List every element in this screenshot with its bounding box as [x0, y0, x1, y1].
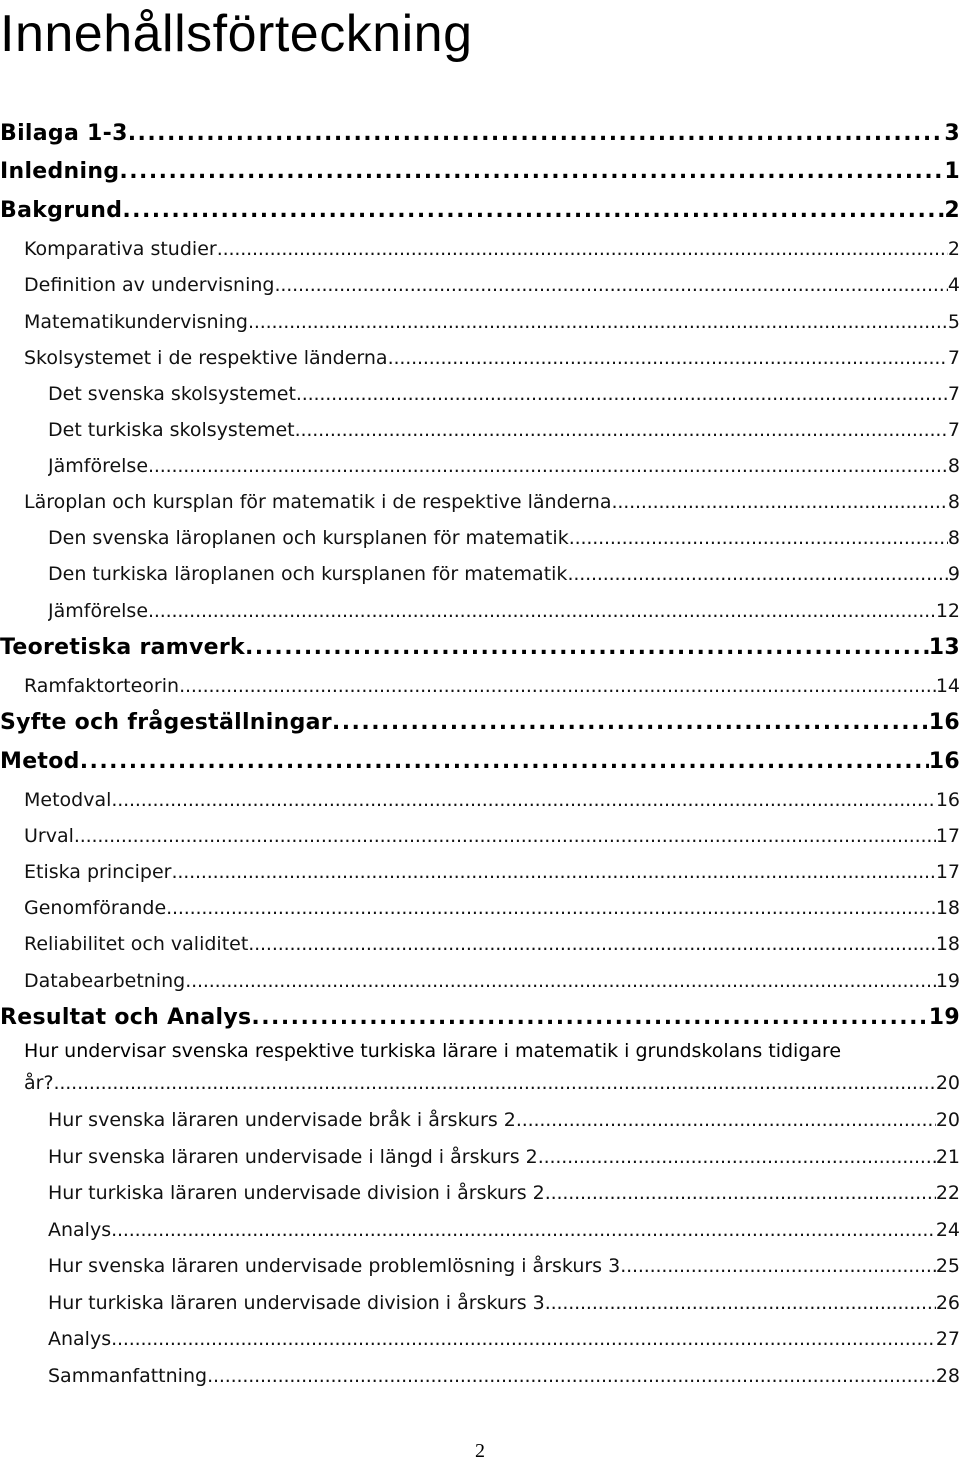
- toc-entry-page: 5: [947, 311, 960, 333]
- toc-entry-page: 16: [928, 749, 960, 774]
- toc-entry-page: 18: [935, 933, 960, 955]
- leader-dots: [296, 383, 948, 405]
- toc-entry-page: 24: [935, 1219, 960, 1241]
- toc-entry[interactable]: [48, 592, 960, 622]
- toc-entry[interactable]: [48, 1284, 960, 1314]
- toc-entry[interactable]: [24, 667, 960, 697]
- toc-entry[interactable]: [48, 1174, 960, 1204]
- toc-entry[interactable]: [0, 193, 960, 223]
- toc-entry[interactable]: [24, 925, 960, 955]
- toc-entry-label: Definition av undervisning: [24, 274, 275, 296]
- toc-entry-page: 8: [947, 527, 960, 549]
- toc-entry-label: Bakgrund: [0, 198, 123, 223]
- toc-entry-label: Inledning: [0, 159, 120, 184]
- leader-dots: [567, 563, 947, 585]
- leader-dots: [545, 1182, 936, 1204]
- toc-entry-label: Hur svenska läraren undervisade bråk i årskurs 2: [48, 1109, 516, 1131]
- toc-entry-page: 9: [947, 563, 960, 585]
- toc-entry[interactable]: [24, 817, 960, 847]
- toc-entry-label: Syfte och frågeställningar: [0, 710, 332, 735]
- leader-dots: [148, 600, 936, 622]
- leader-dots: [111, 1328, 936, 1350]
- leader-dots: [111, 789, 935, 811]
- toc-entry-label: Hur turkiska läraren undervisade division i årskurs 3: [48, 1292, 545, 1314]
- toc-entry[interactable]: [24, 230, 960, 260]
- toc-entry-page: 8: [947, 455, 960, 477]
- toc-entry-label: Metod: [0, 749, 80, 774]
- leader-dots: [148, 455, 948, 477]
- toc-entry-label: Hur svenska läraren undervisade problemlösning i årskurs 3: [48, 1255, 621, 1277]
- toc-entry-page: 19: [935, 970, 960, 992]
- toc-entry[interactable]: [24, 339, 960, 369]
- toc-entry-page: 18: [935, 897, 960, 919]
- toc-entry-label: Teoretiska ramverk: [0, 635, 245, 660]
- toc-entry-label: Analys: [48, 1328, 112, 1350]
- leader-dots: [185, 970, 936, 992]
- toc-entry[interactable]: [0, 116, 960, 146]
- leader-dots: [207, 1365, 936, 1387]
- toc-entry[interactable]: [48, 411, 960, 441]
- toc-entry[interactable]: [24, 962, 960, 992]
- toc-entry-page: 7: [947, 383, 960, 405]
- toc-entry[interactable]: [24, 483, 960, 513]
- leader-dots: [545, 1292, 936, 1314]
- toc-entry[interactable]: [24, 853, 960, 883]
- leader-dots: [274, 274, 947, 296]
- toc-entry-page: 2: [947, 238, 960, 260]
- toc-entry-page: 16: [935, 789, 960, 811]
- toc-entry[interactable]: [24, 303, 960, 333]
- leader-dots: [217, 238, 948, 260]
- toc-entry-page: 7: [947, 347, 960, 369]
- toc-entry-page: 8: [947, 491, 960, 513]
- leader-dots: [295, 419, 948, 441]
- toc-entry-label: Jämförelse: [48, 600, 149, 622]
- toc-entry-label: Sammanfattning: [48, 1365, 208, 1387]
- toc-entry-label: Databearbetning: [24, 970, 186, 992]
- toc-entry-label: Hur svenska läraren undervisade i längd i årskurs 2: [48, 1146, 538, 1168]
- leader-dots: [245, 635, 929, 660]
- toc-entry-page: 13: [928, 635, 960, 660]
- toc-entry-page: 2: [944, 198, 960, 223]
- toc-entry-page: 17: [935, 825, 960, 847]
- toc-entry-page: 14: [935, 675, 960, 697]
- toc-entry-label: Den svenska läroplanen och kursplanen för matematik: [48, 527, 569, 549]
- toc-entry-label: Reliabilitet och validitet: [24, 933, 249, 955]
- toc-entry-page: 21: [935, 1146, 960, 1168]
- toc-entry-label: Urval: [24, 825, 74, 847]
- toc-entry[interactable]: [48, 447, 960, 477]
- toc-entry[interactable]: [0, 630, 960, 660]
- toc-entry[interactable]: [24, 1064, 960, 1094]
- page-number: 2: [475, 1440, 485, 1462]
- leader-dots: [251, 1005, 928, 1030]
- page-title: Innehållsförteckning: [0, 5, 473, 63]
- toc-entry-label: Genomförande: [24, 897, 167, 919]
- toc-entry[interactable]: [24, 266, 960, 296]
- toc-entry[interactable]: [48, 1357, 960, 1387]
- toc-entry-label: Hur turkiska läraren undervisade division i årskurs 2: [48, 1182, 545, 1204]
- toc-entry-page: 25: [935, 1255, 960, 1277]
- leader-dots: [54, 1072, 936, 1094]
- toc-entry-label: Resultat och Analys: [0, 1005, 252, 1030]
- toc-entry-label: Läroplan och kursplan för matematik i de respektive länderna: [24, 491, 612, 513]
- toc-entry-page: 22: [935, 1182, 960, 1204]
- toc-entry[interactable]: [48, 1211, 960, 1241]
- toc-entry-page: 7: [947, 419, 960, 441]
- toc-entry-label: Bilaga 1-3: [0, 121, 128, 146]
- toc-entry-label: Den turkiska läroplanen och kursplanen för matematik: [48, 563, 568, 585]
- toc-entry-label: Skolsystemet i de respektive länderna: [24, 347, 388, 369]
- leader-dots: [569, 527, 948, 549]
- toc-entry[interactable]: [48, 519, 960, 549]
- leader-dots: [166, 897, 936, 919]
- toc-entry-label: Matematikundervisning: [24, 311, 248, 333]
- toc-entry[interactable]: [24, 889, 960, 919]
- leader-dots: [612, 491, 948, 513]
- leader-dots: [80, 749, 929, 774]
- toc-entry-label: Jämförelse: [48, 455, 149, 477]
- leader-dots: [179, 675, 936, 697]
- toc-entry-page: 27: [935, 1328, 960, 1350]
- toc-entry[interactable]: [0, 705, 960, 735]
- leader-dots: [119, 159, 944, 184]
- toc-entry-label: Det turkiska skolsystemet: [48, 419, 295, 441]
- leader-dots: [248, 933, 936, 955]
- leader-dots: [388, 347, 948, 369]
- toc-entry[interactable]: [48, 1138, 960, 1168]
- toc-entry-page: 20: [935, 1109, 960, 1131]
- leader-dots: [332, 710, 929, 735]
- leader-dots: [248, 311, 948, 333]
- toc-entry-page: 28: [935, 1365, 960, 1387]
- toc-entry-page: 17: [935, 861, 960, 883]
- toc-entry-label: Analys: [48, 1219, 112, 1241]
- toc-entry-page: 16: [928, 710, 960, 735]
- toc-entry[interactable]: [0, 154, 960, 184]
- toc-entry[interactable]: [0, 744, 960, 774]
- toc-entry-label: Det svenska skolsystemet: [48, 383, 296, 405]
- toc-entry-page: 26: [935, 1292, 960, 1314]
- toc-entry[interactable]: [48, 375, 960, 405]
- leader-dots: [538, 1146, 936, 1168]
- toc-entry-page: 20: [935, 1072, 960, 1094]
- toc-entry-label: år?: [24, 1072, 54, 1094]
- leader-dots: [74, 825, 936, 847]
- toc-entry-label: Metodval: [24, 789, 112, 811]
- toc-entry-page: 3: [944, 121, 960, 146]
- toc-entry[interactable]: [48, 555, 960, 585]
- toc-entry-label: Etiska principer: [24, 861, 172, 883]
- toc-entry-label: Komparativa studier: [24, 238, 217, 260]
- toc-entry-label: Ramfaktorteorin: [24, 675, 180, 697]
- leader-dots: [516, 1109, 936, 1131]
- leader-dots: [122, 198, 944, 223]
- toc-entry-page: 1: [944, 159, 960, 184]
- toc-entry-label-line1: Hur undervisar svenska respektive turkiska lärare i matematik i grundskolans tidigare: [24, 1040, 842, 1062]
- toc-entry-page: 19: [928, 1005, 960, 1030]
- toc-entry[interactable]: [48, 1101, 960, 1131]
- leader-dots: [111, 1219, 936, 1241]
- leader-dots: [620, 1255, 936, 1277]
- leader-dots: [128, 121, 945, 146]
- toc-entry[interactable]: [48, 1247, 960, 1277]
- toc-entry-page: 12: [935, 600, 960, 622]
- toc-entry[interactable]: [24, 781, 960, 811]
- toc-entry[interactable]: [48, 1320, 960, 1350]
- toc-entry-page: 4: [947, 274, 960, 296]
- toc-entry[interactable]: [0, 1000, 960, 1030]
- leader-dots: [171, 861, 935, 883]
